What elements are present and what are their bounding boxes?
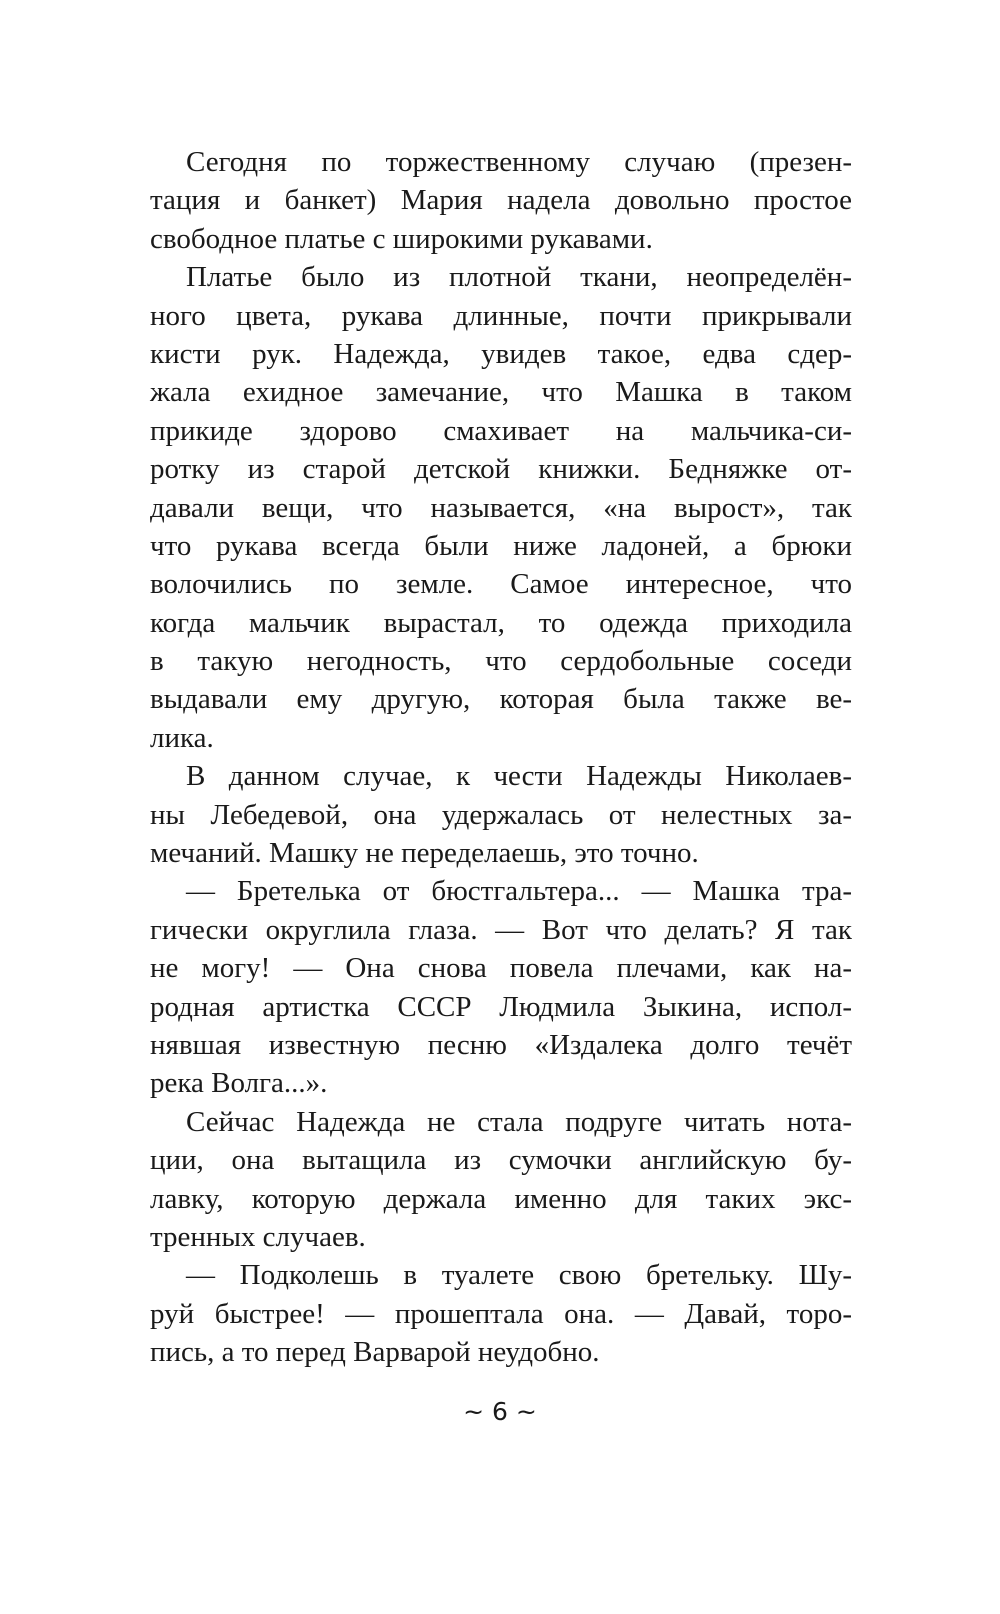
text-line: выдавали ему другую, которая была также ве- [150, 683, 852, 716]
text-line: Сегодня по торжественному случаю (презен- [186, 146, 852, 178]
text-line: В данном случае, к чести Надежды Николаев- [186, 760, 852, 793]
text-line: Сейчас Надежда не стала подруге читать нота- [186, 1105, 852, 1138]
text-line: прикиде здорово смахивает на мальчика-си- [150, 414, 852, 447]
text-line: родная артистка СССР Людмила Зыкина, испол- [150, 990, 852, 1023]
text-line: мечаний. Машку не переделаешь, это точно. [150, 837, 699, 870]
text-line: — Подколешь в туалете свою бретельку. Шу- [186, 1259, 852, 1292]
text-line: что рукава всегда были ниже ладоней, а брюки [150, 529, 852, 562]
text-line: ротку из старой детской книжки. Бедняжке от- [150, 453, 852, 486]
text-line: река Волга...». [150, 1067, 328, 1100]
text-line: свободное платье с широкими рукавами. [150, 222, 653, 255]
text-line: тация и банкет) Мария надела довольно простое [150, 184, 852, 217]
text-line: ны Лебедевой, она удержалась от нелестных за- [150, 798, 852, 831]
text-line: жала ехидное замечание, что Машка в таком [150, 376, 852, 409]
text-line: давали вещи, что называется, «на вырост», так [150, 491, 852, 524]
text-line: пись, а то перед Варварой неудобно. [150, 1336, 600, 1369]
text-line: когда мальчик вырастал, то одежда приходила [150, 606, 852, 639]
text-line: нявшая известную песню «Издалека долго течёт [150, 1028, 852, 1061]
page-body [150, 143, 852, 1372]
text-line: тренных случаев. [150, 1220, 366, 1253]
text-line: кисти рук. Надежда, увидев такое, едва сдер- [150, 337, 852, 370]
text-line: лика. [150, 721, 214, 754]
text-line: волочились по земле. Самое интересное, что [150, 568, 852, 601]
text-line: в такую негодность, что сердобольные соседи [150, 645, 852, 678]
page-number: ~ 6 ~ [463, 1397, 537, 1426]
text-line: — Бретелька от бюстгальтера... — Машка тра- [186, 875, 852, 908]
text-line: гически округлила глаза. — Вот что делать? Я так [150, 913, 852, 946]
text-line: лавку, которую держала именно для таких экс- [150, 1182, 852, 1215]
text-line: ции, она вытащила из сумочки английскую бу- [150, 1144, 852, 1177]
text-line: не могу! — Она снова повела плечами, как на- [150, 952, 852, 985]
text-line: ного цвета, рукава длинные, почти прикрывали [150, 299, 852, 332]
text-line: руй быстрее! — прошептала она. — Давай, торо- [150, 1297, 852, 1330]
text-line: Платье было из плотной ткани, неопределён- [186, 261, 852, 294]
